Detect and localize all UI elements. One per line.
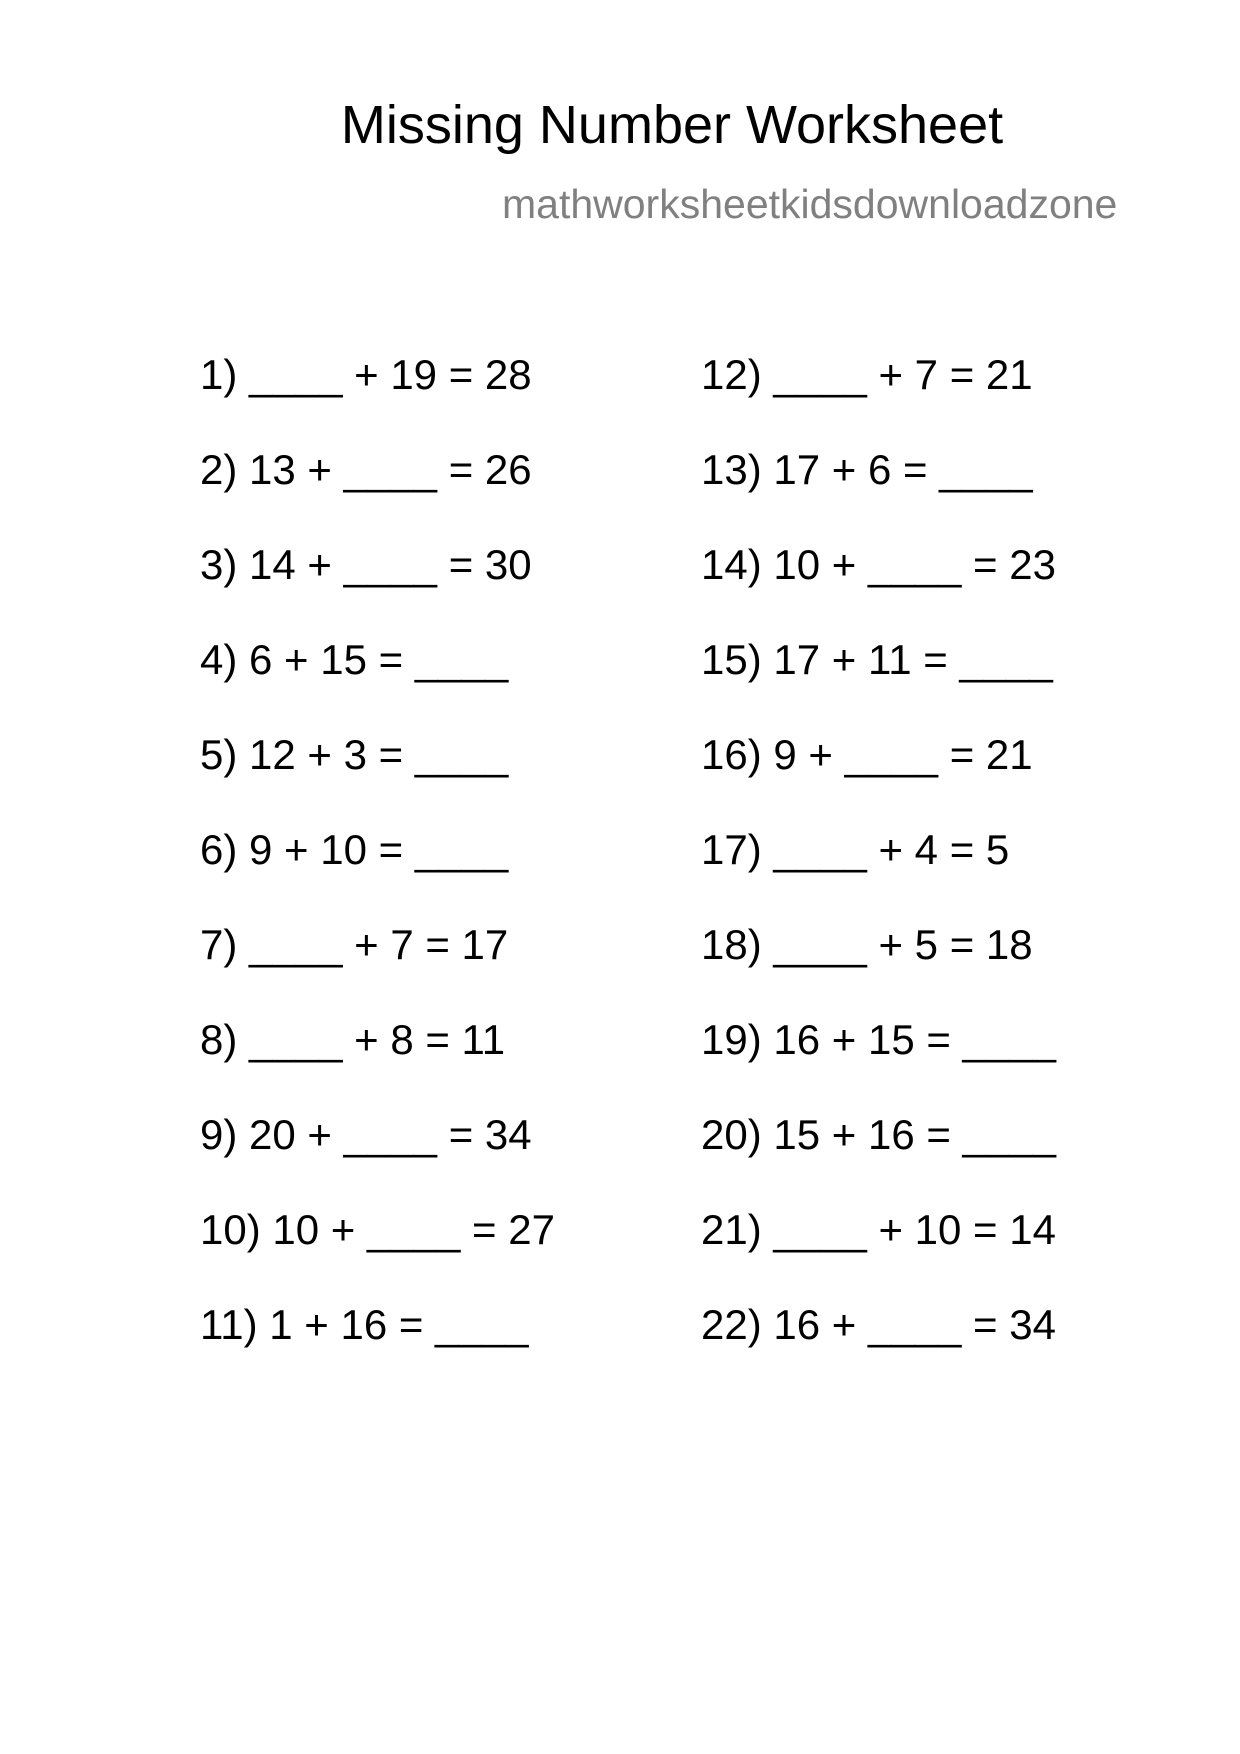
problem-6: 6) 9 + 10 = ____ (200, 826, 509, 873)
problem-14: 14) 10 + ____ = 23 (701, 541, 1056, 588)
problems-right-column (701, 351, 1056, 1399)
problem-18: 18) ____ + 5 = 18 (701, 921, 1033, 968)
problem-10: 10) 10 + ____ = 27 (200, 1206, 555, 1253)
problem-12: 12) ____ + 7 = 21 (701, 351, 1033, 398)
problem-20: 20) 15 + 16 = ____ (701, 1111, 1056, 1158)
problem-9: 9) 20 + ____ = 34 (200, 1111, 532, 1158)
problem-3: 3) 14 + ____ = 30 (200, 541, 532, 588)
problem-19: 19) 16 + 15 = ____ (701, 1016, 1056, 1063)
problems-left-column (200, 351, 555, 1399)
problem-2: 2) 13 + ____ = 26 (200, 446, 532, 493)
problem-17: 17) ____ + 4 = 5 (701, 826, 1010, 873)
problem-4: 4) 6 + 15 = ____ (200, 636, 509, 683)
problem-5: 5) 12 + 3 = ____ (200, 731, 509, 778)
problem-21: 21) ____ + 10 = 14 (701, 1206, 1056, 1253)
page-title: Missing Number Worksheet (340, 95, 1004, 155)
problem-7: 7) ____ + 7 = 17 (200, 921, 509, 968)
site-watermark: mathworksheetkidsdownloadzone (502, 181, 1118, 227)
problem-16: 16) 9 + ____ = 21 (701, 731, 1033, 778)
problem-1: 1) ____ + 19 = 28 (200, 351, 532, 398)
problem-22: 22) 16 + ____ = 34 (701, 1301, 1056, 1348)
problem-13: 13) 17 + 6 = ____ (701, 446, 1033, 493)
problem-15: 15) 17 + 11 = ____ (701, 636, 1053, 683)
problem-8: 8) ____ + 8 = 11 (200, 1016, 506, 1063)
problem-11: 11) 1 + 16 = ____ (200, 1301, 529, 1348)
